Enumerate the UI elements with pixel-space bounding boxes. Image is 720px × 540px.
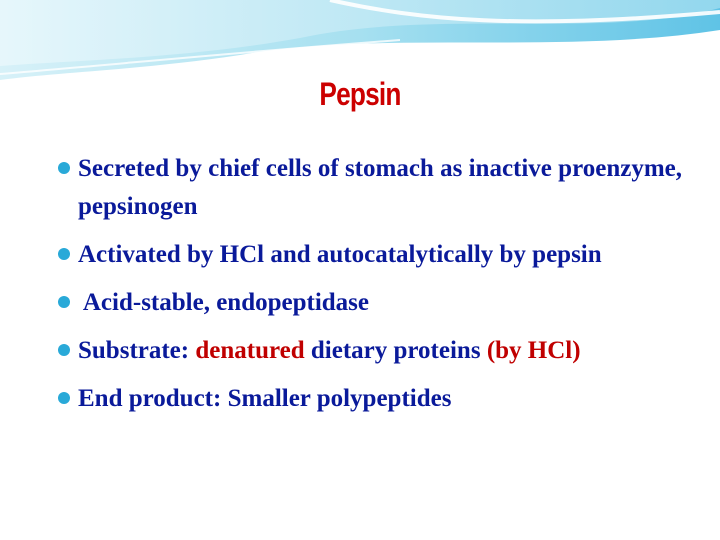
list-item bbox=[58, 332, 682, 370]
bullet-text: Acid-stable, endopeptidase bbox=[78, 289, 370, 316]
bullet-icon bbox=[58, 162, 70, 174]
highlight-text: denatured bbox=[195, 337, 305, 364]
bullet-text: End product: Smaller polypeptides bbox=[78, 385, 452, 412]
bullet-text-part: dietary proteins bbox=[304, 337, 487, 364]
highlight-text: (by HCl) bbox=[486, 337, 581, 364]
bullet-icon bbox=[58, 248, 70, 260]
bullet-list bbox=[58, 150, 682, 428]
bullet-icon bbox=[58, 296, 70, 308]
list-item bbox=[58, 284, 682, 322]
bullet-text: Secreted by chief cells of stomach as inactive proenzyme, pepsinogen bbox=[78, 155, 682, 220]
bullet-text-part: Substrate: bbox=[78, 337, 196, 364]
list-item bbox=[58, 236, 682, 274]
bullet-text: Activated by HCl and autocatalytically by pepsin bbox=[78, 241, 602, 268]
bullet-icon bbox=[58, 392, 70, 404]
list-item bbox=[58, 380, 682, 418]
slide-title: Pepsin bbox=[319, 76, 401, 112]
list-item bbox=[58, 150, 682, 226]
bullet-icon bbox=[58, 344, 70, 356]
